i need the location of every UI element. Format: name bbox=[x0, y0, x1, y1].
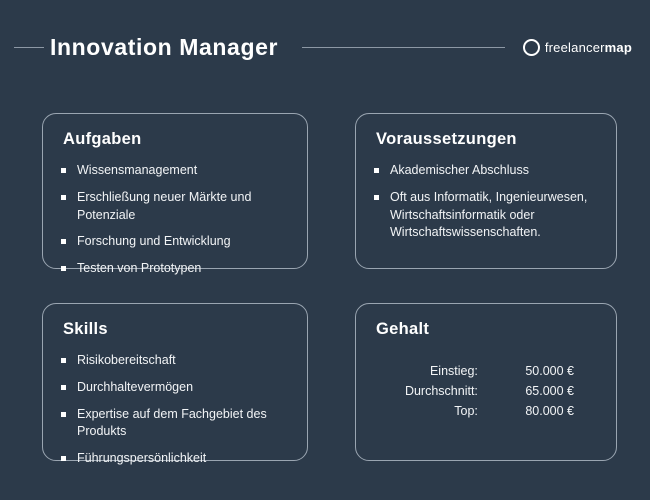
list-item: Expertise auf dem Fachgebiet des Produkts bbox=[61, 406, 289, 442]
freelancermap-circle-icon bbox=[523, 39, 540, 56]
list-item: Forschung und Entwicklung bbox=[61, 233, 289, 251]
header-rule-right bbox=[302, 47, 505, 48]
card-title: Skills bbox=[63, 320, 108, 338]
brand-logo bbox=[523, 39, 632, 56]
salary-label: Top: bbox=[454, 404, 478, 418]
brand-text-light: freelancer bbox=[544, 39, 605, 55]
list-item: Akademischer Abschluss bbox=[374, 162, 598, 180]
brand-text bbox=[545, 40, 632, 55]
card-skills bbox=[42, 303, 308, 465]
list-item: Testen von Prototypen bbox=[61, 260, 289, 278]
salary-label: Einstieg: bbox=[429, 364, 478, 378]
list-item: Führungspersönlichkeit bbox=[61, 450, 289, 468]
header bbox=[0, 22, 650, 72]
list-item: Risikobereitschaft bbox=[61, 352, 289, 370]
salary-label: Durchschnitt: bbox=[404, 384, 478, 398]
card-list bbox=[61, 162, 289, 278]
salary-value: 50.000 € bbox=[525, 364, 574, 378]
card-gehalt bbox=[355, 303, 617, 461]
card-title: Voraussetzungen bbox=[376, 130, 517, 148]
card-voraussetzungen bbox=[355, 113, 617, 269]
card-aufgaben bbox=[42, 113, 308, 275]
brand-text-bold: map bbox=[604, 39, 632, 55]
list-item: Oft aus Informatik, Ingenieurwesen, Wirtschaftsinformatik oder Wirtschaftswissenschaften. bbox=[374, 189, 598, 242]
list-item: Durchhaltevermögen bbox=[61, 379, 289, 397]
list-item: Wissensmanagement bbox=[61, 162, 289, 180]
card-list bbox=[374, 162, 598, 242]
card-title: Aufgaben bbox=[63, 130, 142, 148]
salary-value: 65.000 € bbox=[525, 384, 574, 398]
table-row bbox=[374, 401, 598, 421]
card-list bbox=[61, 352, 289, 468]
table-row bbox=[374, 361, 598, 381]
salary-table bbox=[374, 361, 598, 421]
card-title: Gehalt bbox=[376, 320, 430, 338]
header-rule-left bbox=[14, 47, 44, 48]
page-title: Innovation Manager bbox=[50, 33, 279, 60]
salary-value: 80.000 € bbox=[525, 404, 574, 418]
list-item: Erschließung neuer Märkte und Potenziale bbox=[61, 189, 289, 225]
table-row bbox=[374, 381, 598, 401]
